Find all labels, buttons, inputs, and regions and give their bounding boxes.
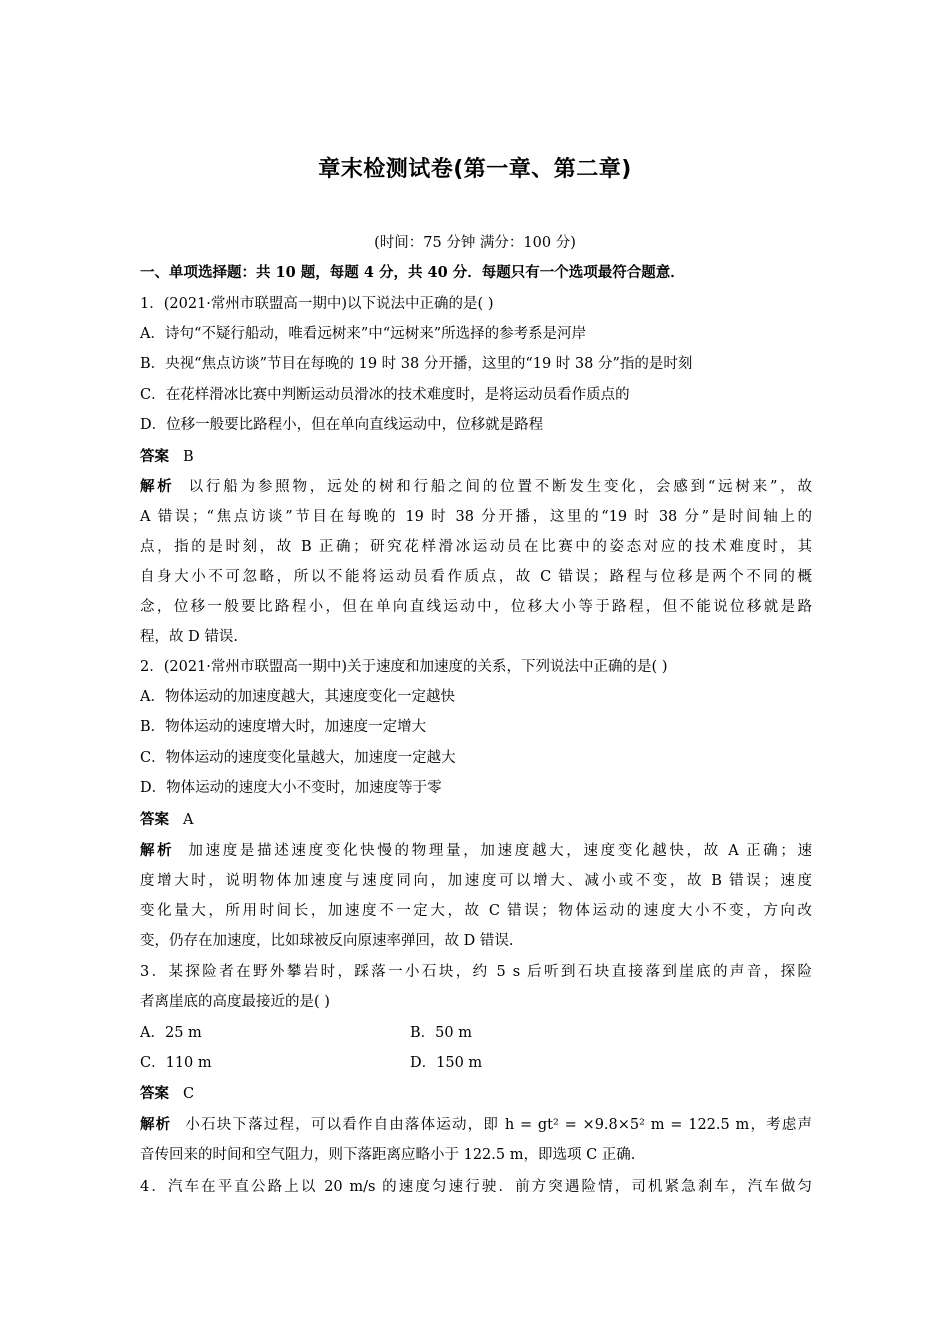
- q2-option-b: B．物体运动的速度增大时，加速度一定增大: [140, 719, 427, 735]
- analysis-label: 解析: [140, 843, 175, 859]
- answer-label: 答案: [140, 449, 169, 465]
- q1-analysis-line-4: 自身大小不可忽略，所以不能将运动员看作质点，故 C 错误；路程与位移是两个不同的概: [140, 569, 812, 585]
- q3-analysis-line-2: 音传回来的时间和空气阻力，则下落距离应略小于 122.5 m，即选项 C 正确.: [140, 1147, 636, 1163]
- q1-answer: [140, 442, 812, 472]
- q1-option-d: D．位移一般要比路程小，但在单向直线运动中，位移就是路程: [140, 417, 544, 433]
- q2-option-d: D．物体运动的速度大小不变时，加速度等于零: [140, 780, 442, 796]
- q3-answer: [140, 1079, 812, 1109]
- analysis-label: 解析: [140, 1117, 172, 1133]
- q1-answer-value: B: [183, 449, 194, 465]
- q4-stem: 4．汽车在平直公路上以 20 m/s 的速度匀速行驶．前方突遇险情，司机紧急刹车，汽车做匀: [140, 1179, 812, 1195]
- q3-analysis-line-1: 解析 小石块下落过程，可以看作自由落体运动，即 h = gt² = ×9.8×5² m = 122.5 m，考虑声: [140, 1117, 812, 1133]
- q3-stem-line-1: 3．某探险者在野外攀岩时，踩落一小石块，约 5 s 后听到石块直接落到崖底的声音，探险: [140, 964, 812, 980]
- analysis-label: 解析: [140, 479, 175, 495]
- q1-analysis-line-1: 解析 以行船为参照物，远处的树和行船之间的位置不断发生变化，会感到“远树来”，故: [140, 479, 813, 495]
- q2-answer: [140, 805, 812, 835]
- q1-option-b: B．央视“焦点访谈”节目在每晚的 19 时 38 分开播，这里的“19 时 38 分”指的是时刻: [140, 356, 693, 372]
- section-heading: 一、单项选择题：共 10 题，每题 4 分，共 40 分．每题只有一个选项最符合题意．: [140, 264, 685, 281]
- q3-option-a: A．25 m: [140, 1025, 202, 1041]
- q3-option-d: D．150 m: [410, 1055, 483, 1071]
- q1-analysis-line-3: 点，指的是时刻，故 B 正确；研究花样滑冰运动员在比赛中的姿态对应的技术难度时，其: [140, 539, 812, 555]
- q1-analysis-line-5: 念，位移一般要比路程小，但在单向直线运动中，位移大小等于路程，但不能说位移就是路: [140, 599, 812, 615]
- q3-options-row-1: [140, 1018, 812, 1048]
- q3-stem-line-2: 者离崖底的高度最接近的是( ): [140, 994, 330, 1010]
- q2-analysis-line-1: 解析 加速度是描述速度变化快慢的物理量，加速度越大，速度变化越快，故 A 正确；速: [140, 843, 812, 859]
- q1-option-c: C．在花样滑冰比赛中判断运动员滑冰的技术难度时，是将运动员看作质点的: [140, 387, 630, 403]
- exam-info: (时间：75 分钟 满分：100 分): [374, 235, 576, 251]
- q3-options-row-2: [140, 1048, 812, 1078]
- q3-option-b: B．50 m: [410, 1025, 472, 1041]
- q3-option-c: C．110 m: [140, 1055, 212, 1071]
- answer-label: 答案: [140, 1086, 169, 1102]
- q1-analysis-line-2: A 错误；“焦点访谈”节目在每晚的 19 时 38 分开播，这里的“19 时 38 分”是时间轴上的: [140, 509, 812, 525]
- answer-label: 答案: [140, 812, 169, 828]
- page-title: 章末检测试卷(第一章、第二章): [318, 157, 632, 182]
- q2-option-a: A．物体运动的加速度越大，其速度变化一定越快: [140, 689, 455, 705]
- q2-analysis-line-3: 变化量大，所用时间长，加速度不一定大，故 C 错误；物体运动的速度大小不变，方向改: [140, 903, 812, 919]
- q1-option-a: A．诗句“不疑行船动，唯看远树来”中“远树来”所选择的参考系是河岸: [140, 326, 587, 342]
- q1-stem: 1．(2021·常州市联盟高一期中)以下说法中正确的是( ): [140, 296, 494, 312]
- q2-option-c: C．物体运动的速度变化量越大，加速度一定越大: [140, 750, 456, 766]
- q2-analysis-line-4: 变，仍存在加速度，比如球被反向原速率弹回，故 D 错误.: [140, 933, 514, 949]
- q2-answer-value: A: [183, 812, 194, 828]
- q3-answer-value: C: [183, 1086, 195, 1102]
- q1-analysis-line-6: 程，故 D 错误.: [140, 629, 238, 645]
- q2-stem: 2．(2021·常州市联盟高一期中)关于速度和加速度的关系，下列说法中正确的是( ): [140, 659, 668, 675]
- q2-analysis-line-2: 度增大时，说明物体加速度与速度同向，加速度可以增大、减小或不变，故 B 错误；速度: [140, 873, 812, 889]
